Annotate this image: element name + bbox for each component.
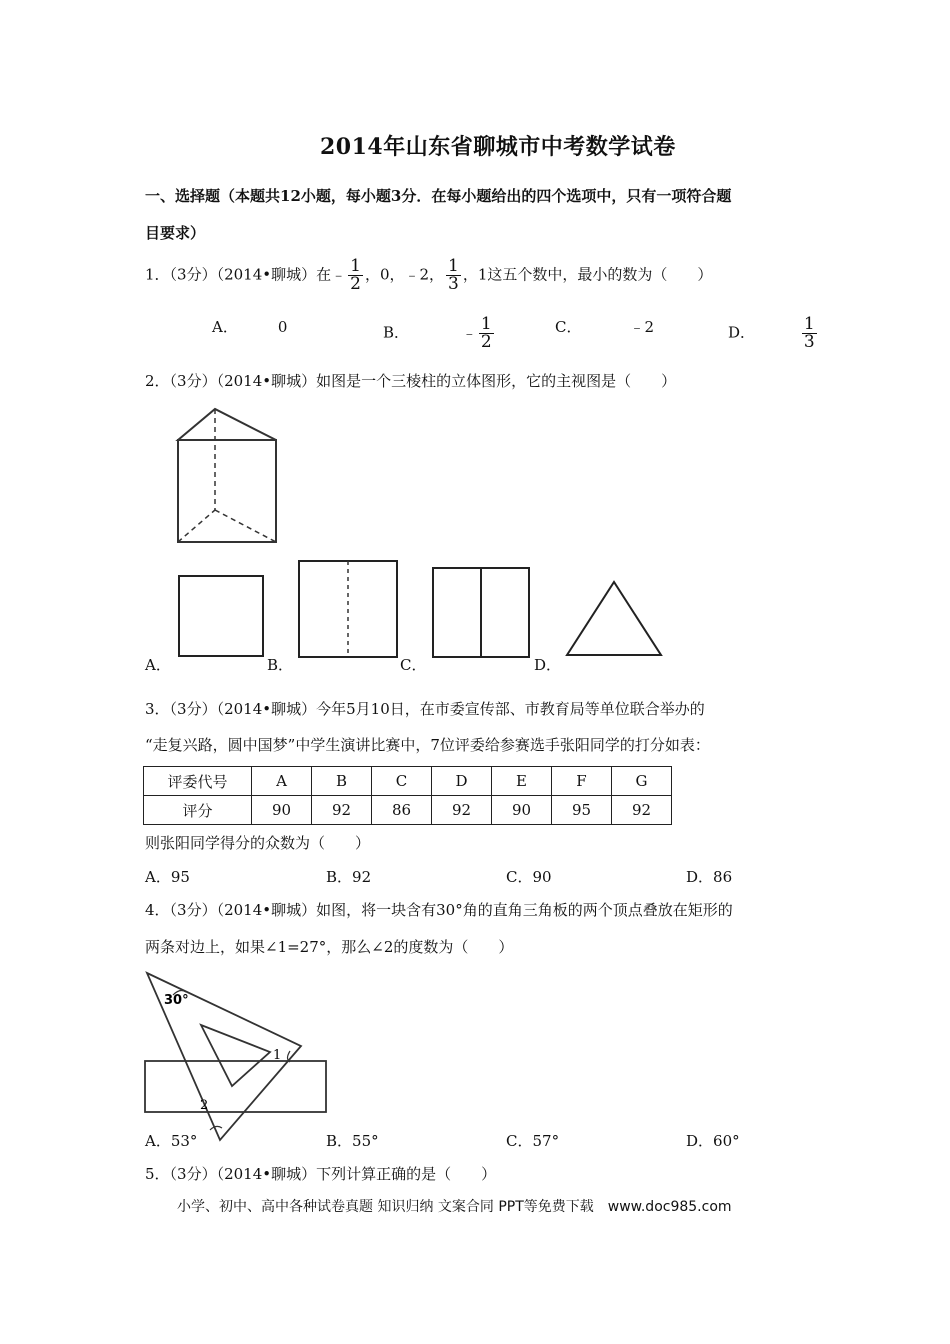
q4-option-c[interactable]: C．57° bbox=[506, 1132, 560, 1150]
fraction-denominator: 2 bbox=[350, 274, 361, 294]
q1-prefix: 1．（3分）（2014•聊城）在 bbox=[145, 265, 332, 284]
table-cell: E bbox=[492, 767, 552, 796]
table-cell: C bbox=[372, 767, 432, 796]
section-heading-line1: 一、选择题（本题共12小题，每小题3分．在每小题给出的四个选项中，只有一项符合题 bbox=[145, 187, 732, 205]
q3-option-d[interactable]: D．86 bbox=[686, 868, 733, 886]
table-cell: 92 bbox=[312, 796, 372, 825]
section-heading-line2: 目要求） bbox=[145, 224, 206, 242]
q1-fraction-third bbox=[446, 258, 461, 293]
question-3-line1: 3．（3分）（2014•聊城）今年5月10日，在市委宣传部、市教育局等单位联合举办的 bbox=[145, 700, 705, 718]
question-2: 2．（3分）（2014•聊城）如图是一个三棱柱的立体图形，它的主视图是（ ） bbox=[145, 372, 677, 390]
fraction-numerator: 1 bbox=[480, 314, 492, 334]
q1-fraction-half bbox=[348, 258, 363, 293]
table-cell: G bbox=[612, 767, 672, 796]
question-4-line1: 4．（3分）（2014•聊城）如图，将一块含有30°角的直角三角板的两个顶点叠放在矩形的 bbox=[145, 901, 733, 919]
q1-option-a[interactable] bbox=[212, 316, 287, 337]
table-cell: 92 bbox=[432, 796, 492, 825]
option-minus: ﹣ bbox=[461, 323, 477, 342]
option-fraction bbox=[479, 316, 494, 351]
question-5: 5．（3分）（2014•聊城）下列计算正确的是（ ） bbox=[145, 1165, 497, 1183]
q4-option-d[interactable]: D．60° bbox=[686, 1132, 740, 1150]
table-cell: 90 bbox=[252, 796, 312, 825]
q1-option-c[interactable] bbox=[555, 316, 654, 337]
q1-suffix: ，1这五个数中，最小的数为（ ） bbox=[462, 265, 713, 284]
q1-minus: ﹣ bbox=[331, 265, 347, 284]
q2-option-a[interactable]: A． bbox=[145, 656, 171, 674]
q2-option-d-figure bbox=[565, 580, 665, 658]
q4-option-b[interactable]: B．55° bbox=[326, 1132, 379, 1150]
angle-1-label: 1 bbox=[273, 1048, 282, 1063]
question-1 bbox=[145, 258, 712, 293]
q1-option-b[interactable] bbox=[383, 316, 496, 351]
option-value: 0 bbox=[277, 318, 288, 336]
table-cell: B bbox=[312, 767, 372, 796]
fraction-denominator: 3 bbox=[803, 332, 815, 352]
table-cell: 评委代号 bbox=[144, 767, 252, 796]
table-header-row bbox=[144, 767, 672, 796]
option-fraction bbox=[802, 316, 817, 351]
q2-option-a-figure bbox=[178, 575, 264, 657]
page-footer: 小学、初中、高中各种试卷真题 知识归纳 文案合同 PPT等免费下载 www.doc985.com bbox=[177, 1199, 732, 1215]
angle-30-label: 30° bbox=[164, 993, 189, 1008]
prism-figure bbox=[170, 405, 285, 550]
fraction-denominator: 3 bbox=[448, 274, 459, 294]
q2-option-c-figure bbox=[432, 567, 530, 658]
q2-option-c[interactable]: C． bbox=[400, 656, 427, 674]
option-value: ﹣2 bbox=[629, 318, 655, 336]
fraction-numerator: 1 bbox=[448, 256, 459, 276]
question-4-line2: 两条对边上，如果∠1=27°，那么∠2的度数为（ ） bbox=[145, 938, 514, 956]
table-cell: A bbox=[252, 767, 312, 796]
q3-option-a[interactable]: A．95 bbox=[145, 868, 190, 886]
table-cell: D bbox=[432, 767, 492, 796]
q3-option-b[interactable]: B．92 bbox=[326, 868, 372, 886]
option-label: B． bbox=[383, 323, 410, 342]
q3-option-c[interactable]: C．90 bbox=[506, 868, 552, 886]
q2-option-d[interactable]: D． bbox=[534, 656, 562, 674]
page-title: 2014年山东省聊城市中考数学试卷 bbox=[320, 134, 676, 160]
q2-option-b-figure bbox=[298, 560, 398, 658]
fraction-numerator: 1 bbox=[803, 314, 815, 334]
set-square-figure bbox=[140, 968, 335, 1143]
question-3-line2: “走复兴路，圆中国梦”中学生演讲比赛中，7位评委给参赛选手张阳同学的打分如表： bbox=[145, 736, 710, 754]
option-label: D． bbox=[728, 323, 756, 342]
option-label: A． bbox=[212, 318, 238, 336]
q1-option-d[interactable] bbox=[728, 316, 819, 351]
q2-option-b[interactable]: B． bbox=[267, 656, 294, 674]
q4-option-a[interactable]: A．53° bbox=[145, 1132, 198, 1150]
table-cell: 95 bbox=[552, 796, 612, 825]
table-cell: F bbox=[552, 767, 612, 796]
table-cell: 86 bbox=[372, 796, 432, 825]
table-cell: 92 bbox=[612, 796, 672, 825]
angle-2-label: 2 bbox=[200, 1098, 209, 1113]
question-3-prompt: 则张阳同学得分的众数为（ ） bbox=[145, 834, 371, 852]
option-label: C． bbox=[555, 318, 582, 336]
fraction-numerator: 1 bbox=[350, 256, 361, 276]
score-table bbox=[143, 766, 672, 825]
table-cell: 90 bbox=[492, 796, 552, 825]
table-row bbox=[144, 796, 672, 825]
table-cell: 评分 bbox=[144, 796, 252, 825]
fraction-denominator: 2 bbox=[480, 332, 492, 352]
q1-mid: ，0，﹣2， bbox=[364, 265, 445, 284]
